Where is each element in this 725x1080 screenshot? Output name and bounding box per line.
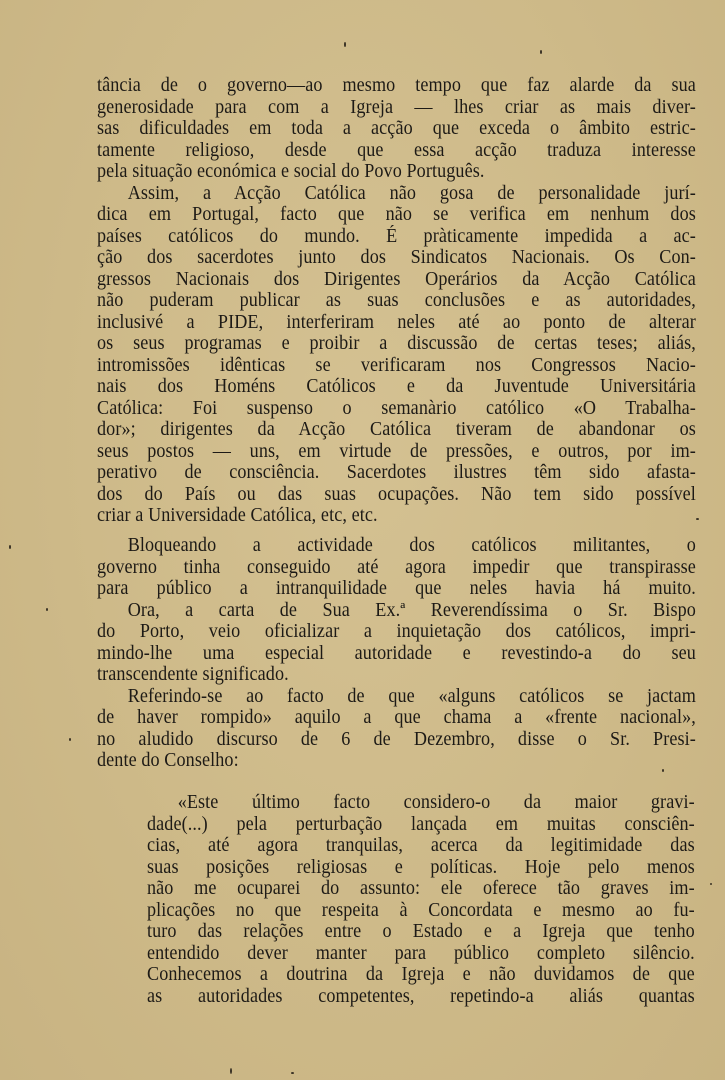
text-line: Referindo-se ao facto de que «alguns católicos se jactam xyxy=(127,685,696,707)
text-line: Católica: Foi suspenso o semanàrio católico «O Trabalha- xyxy=(97,397,696,419)
text-line: tamente religioso, desde que essa acção traduza interesse xyxy=(97,139,696,161)
text-line: perativo de consciência. Sacerdotes ilustres têm sido afasta- xyxy=(97,462,696,483)
print-speck xyxy=(9,545,11,549)
text-line: de haver rompido» aquilo a que chama a «frente nacional», xyxy=(97,707,696,728)
print-speck xyxy=(291,1072,294,1074)
print-speck xyxy=(540,50,542,54)
text-line: nais dos Homéns Católicos e da Juventude Universitária xyxy=(97,376,696,397)
text-line: gressos Nacionais dos Dirigentes Operários da Acção Católica xyxy=(97,268,696,290)
quote-line: cias, até agora tranquilas, acerca da legitimidade das xyxy=(147,835,695,856)
text-line: pela situação económica e social do Povo Português. xyxy=(97,161,485,182)
print-speck xyxy=(710,883,712,885)
print-speck xyxy=(696,518,699,520)
print-speck xyxy=(344,42,346,47)
text-line: generosidade para com a Igreja — lhes criar as mais diver- xyxy=(97,96,696,118)
quote-line: dade(...) pela perturbação lançada em muitas consciên- xyxy=(147,813,695,835)
text-line: os seus programas e proibir a discussão de certas teses; aliás, xyxy=(97,333,696,354)
print-speck xyxy=(230,1068,232,1074)
text-line: inclusivé a PIDE, interferiram neles até ao ponto de alterar xyxy=(97,311,696,333)
text-line: Ora, a carta de Sua Ex.ª Reverendíssima o Sr. Bispo xyxy=(127,599,696,621)
quote-line: não me ocuparei do assunto: ele oferece tão graves im- xyxy=(147,878,695,899)
text-line: dos do País ou das suas ocupações. Não tem sido possível xyxy=(97,483,696,505)
text-line: sas dificuldades em toda a acção que exceda o âmbito estric- xyxy=(97,118,696,139)
quote-line: entendido dever manter para público completo silêncio. xyxy=(147,942,695,964)
quote-line: turo das relações entre o Estado e a Igreja que tenho xyxy=(147,921,695,942)
text-line: Assim, a Acção Católica não gosa de personalidade jurí- xyxy=(127,182,696,204)
text-line: para público a intranquilidade que neles havia há muito. xyxy=(97,578,696,599)
text-line: do Porto, veio oficializar a inquietação dos católicos, impri- xyxy=(97,621,696,642)
text-line: criar a Universidade Católica, etc, etc. xyxy=(97,505,378,526)
text-line: não puderam publicar as suas conclusões e as autoridades, xyxy=(97,290,696,311)
text-line: dor»; dirigentes da Acção Católica tiveram de abandonar os xyxy=(97,419,696,440)
text-line: Bloqueando a actividade dos católicos militantes, o xyxy=(127,535,696,556)
quote-line: suas posições religiosas e políticas. Hoje pelo menos xyxy=(147,856,695,878)
text-line: dica em Portugal, facto que não se verifica em nenhum dos xyxy=(97,204,696,225)
quote-line: as autoridades competentes, repetindo-a aliás quantas xyxy=(147,985,695,1007)
text-line: intromissões idênticas se verificaram nos Congressos Nacio- xyxy=(97,354,696,376)
text-line: tância de o governo—ao mesmo tempo que faz alarde da sua xyxy=(97,75,696,96)
text-line: governo tinha conseguido até agora impedir que transpirasse xyxy=(97,556,696,578)
print-speck xyxy=(662,769,664,772)
quote-line: Conhecemos a doutrina da Igreja e não duvidamos de que xyxy=(147,964,695,985)
text-line: no aludido discurso de 6 de Dezembro, disse o Sr. Presi- xyxy=(97,728,696,750)
text-line: transcendente significado. xyxy=(97,664,289,685)
text-line: ção dos sacerdotes junto dos Sindicatos Nacionais. Os Con- xyxy=(97,247,696,268)
text-line: países católicos do mundo. É pràticamente impedida a ac- xyxy=(97,225,696,247)
text-line: dente do Conselho: xyxy=(97,750,239,771)
print-speck xyxy=(69,738,71,741)
text-line: mindo-lhe uma especial autoridade e revestindo-a do seu xyxy=(97,642,696,664)
quote-line: «Este último facto considero-o da maior gravi- xyxy=(177,792,695,813)
print-speck xyxy=(46,608,48,611)
quote-line: plicações no que respeita à Concordata e mesmo ao fu- xyxy=(147,899,695,921)
text-line: seus postos — uns, em virtude de pressões, e outros, por im- xyxy=(97,440,696,462)
